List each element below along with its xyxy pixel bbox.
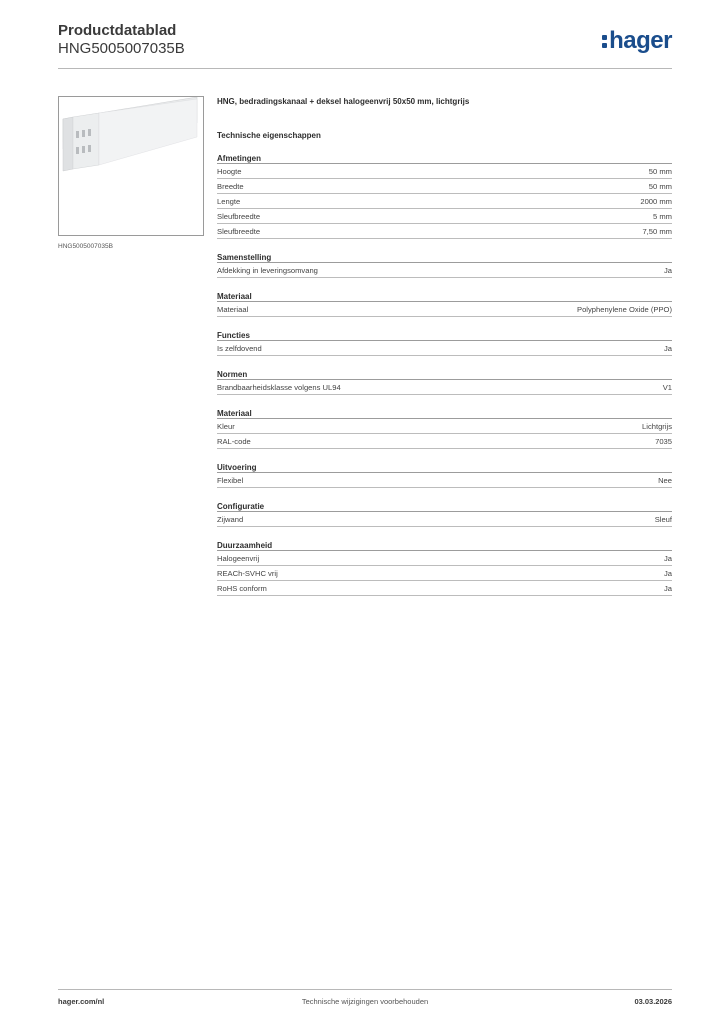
property-value: Ja xyxy=(663,584,672,593)
property-value: 50 mm xyxy=(648,182,672,191)
property-row xyxy=(217,164,672,179)
property-row xyxy=(217,263,672,278)
property-row xyxy=(217,179,672,194)
property-group xyxy=(217,535,672,596)
property-label: Afdekking in leveringsomvang xyxy=(217,266,318,275)
property-label: Lengte xyxy=(217,197,241,206)
property-group xyxy=(217,364,672,395)
property-label: RAL-code xyxy=(217,437,251,446)
footer-date: 03.03.2026 xyxy=(634,997,672,1006)
property-label: Sleufbreedte xyxy=(217,227,261,236)
document-title: Productdatablad xyxy=(58,22,177,39)
property-row xyxy=(217,194,672,209)
property-label: Zijwand xyxy=(217,515,244,524)
property-value: Nee xyxy=(658,476,672,485)
footer-divider xyxy=(58,989,672,990)
property-value: 2000 mm xyxy=(640,197,672,206)
property-label: Hoogte xyxy=(217,167,242,176)
group-spacer xyxy=(217,395,672,403)
group-title: Afmetingen xyxy=(217,148,672,164)
property-row xyxy=(217,581,672,596)
property-value: Lichtgrijs xyxy=(642,422,672,431)
property-row xyxy=(217,380,672,395)
property-value: Sleuf xyxy=(654,515,672,524)
property-row xyxy=(217,473,672,488)
group-title: Materiaal xyxy=(217,403,672,419)
property-label: RoHS conform xyxy=(217,584,267,593)
property-value: 7035 xyxy=(655,437,672,446)
property-row xyxy=(217,512,672,527)
property-group xyxy=(217,148,672,239)
property-label: Halogeenvrij xyxy=(217,554,260,563)
property-value: 7,50 mm xyxy=(642,227,672,236)
group-spacer xyxy=(217,278,672,286)
property-value: Ja xyxy=(663,344,672,353)
hager-logo xyxy=(602,28,672,54)
property-label: Is zelfdovend xyxy=(217,344,262,353)
property-label: Sleufbreedte xyxy=(217,212,261,221)
page-header xyxy=(58,22,672,70)
property-label: REACh-SVHC vrij xyxy=(217,569,278,578)
property-row xyxy=(217,341,672,356)
property-group xyxy=(217,325,672,356)
footer-disclaimer: Technische wijzigingen voorbehouden xyxy=(301,997,429,1006)
property-label: Brandbaarheidsklasse volgens UL94 xyxy=(217,383,341,392)
group-title: Samenstelling xyxy=(217,247,672,263)
group-title: Uitvoering xyxy=(217,457,672,473)
property-group xyxy=(217,457,672,488)
group-title: Configuratie xyxy=(217,496,672,512)
footer-website-link[interactable]: hager.com/nl xyxy=(58,997,105,1006)
property-value: Ja xyxy=(663,569,672,578)
property-row xyxy=(217,209,672,224)
group-spacer xyxy=(217,488,672,496)
property-value: Polyphenylene Oxide (PPO) xyxy=(577,305,672,314)
property-row xyxy=(217,434,672,449)
property-group xyxy=(217,247,672,278)
property-label: Kleur xyxy=(217,422,235,431)
group-spacer xyxy=(217,527,672,535)
property-row xyxy=(217,224,672,239)
group-spacer xyxy=(217,239,672,247)
page-footer xyxy=(58,997,672,1011)
product-code: HNG5005007035B xyxy=(58,40,185,57)
property-row xyxy=(217,566,672,581)
group-title: Normen xyxy=(217,364,672,380)
property-row xyxy=(217,419,672,434)
group-spacer xyxy=(217,356,672,364)
group-spacer xyxy=(217,317,672,325)
technical-properties-heading: Technische eigenschappen xyxy=(217,131,321,140)
property-value: V1 xyxy=(662,383,672,392)
property-group xyxy=(217,496,672,527)
property-value: Ja xyxy=(663,554,672,563)
group-title: Materiaal xyxy=(217,286,672,302)
group-spacer xyxy=(217,449,672,457)
properties-list xyxy=(217,148,672,596)
group-title: Duurzaamheid xyxy=(217,535,672,551)
property-row xyxy=(217,302,672,317)
property-group xyxy=(217,286,672,317)
cable-duct-image xyxy=(59,97,203,235)
header-divider xyxy=(58,68,672,69)
product-image xyxy=(58,96,204,236)
product-name: HNG, bedradingskanaal + deksel halogeenvrij 50x50 mm, lichtgrijs xyxy=(217,97,470,106)
property-value: 50 mm xyxy=(648,167,672,176)
property-label: Breedte xyxy=(217,182,244,191)
property-value: Ja xyxy=(663,266,672,275)
image-caption: HNG5005007035B xyxy=(58,243,113,250)
property-row xyxy=(217,551,672,566)
property-label: Flexibel xyxy=(217,476,244,485)
logo-text: hager xyxy=(609,27,672,54)
logo-dots-icon xyxy=(602,32,608,50)
property-value: 5 mm xyxy=(653,212,672,221)
property-group xyxy=(217,403,672,449)
group-title: Functies xyxy=(217,325,672,341)
property-label: Materiaal xyxy=(217,305,249,314)
